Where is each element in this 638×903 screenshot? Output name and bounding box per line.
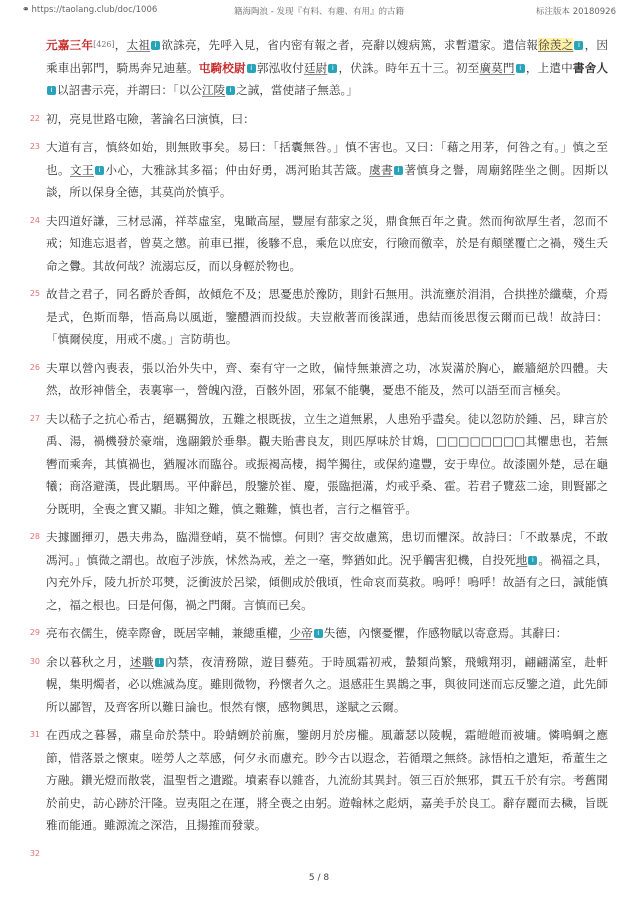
text-segment: 失德，內懷憂懼，作感物賦以寄意焉。其辭曰： <box>323 626 568 640</box>
text-segment: 夫以嵇子之抗心希古，絕羈獨放，五難之根既拔，立生之道無累，人患殆乎盡矣。徒以忽防於鍾、呂，肆言於禹、湯，禍機發於豪端，逸翮鍛於垂舉。觀夫貽書良友，則匹厚味於甘鴆，□□□□□□□□其懼患也，若無轡而乘奔，其慎禍也，猶履冰而臨谷。或振褐高棲，揭竿獨往，或保約違豐，安于卑位。故漆園外楚，忌在龜犧；商洛避漢，畏此駟馬。平仲辭邑，殷鑒於崔、慶，張臨挹滿，灼戒乎桑、霍。若君子覽茲二途，則賢鄙之分既明，全喪之實又顯。非知之難，慎之難難，慎也者，言行之樞管乎。 <box>46 411 608 516</box>
paragraph-number: 27 <box>29 413 40 423</box>
text-segment: 書舍人 <box>572 60 608 75</box>
paragraph <box>46 34 608 102</box>
annotated-term[interactable]: 廣莫門 <box>479 60 515 75</box>
info-icon[interactable]: i <box>155 658 164 667</box>
text-segment: 小心，大雅詠其多福；仲由好勇，馮河貽其苦箴。 <box>104 162 370 177</box>
text-segment: 初，亮見世路屯險，著論名曰演慎，曰： <box>46 111 255 126</box>
info-icon[interactable]: i <box>47 86 56 95</box>
info-icon[interactable]: i <box>151 41 160 50</box>
annotated-term[interactable]: 廷尉 <box>303 60 328 75</box>
annotated-term[interactable]: 述職 <box>129 654 154 669</box>
header-version: 标注版本 20180926 <box>536 7 616 17</box>
annotated-term[interactable]: 江陵 <box>201 83 226 97</box>
text-segment: 故昔之君子，同名爵於香餌，故傾危不及；思憂患於豫防，則針石無用。洪流壅於涓涓，合拱挫於纖蘖，介焉是式，色斯而舉，悟高鳥以風逝，鑒醴酒而投紱。夫豈敝著而後謀通，患結而後思復云爾而已哉！故詩曰：「慎爾侯度，用戒不虞。」言防萌也。 <box>46 287 608 346</box>
text-segment: 屯騎校尉 <box>198 60 246 75</box>
annotated-term[interactable]: 虞書 <box>369 162 394 177</box>
paragraph <box>29 526 608 616</box>
page-number: 5 / 8 <box>308 873 330 883</box>
text-segment: 欲誅亮，先呼入見，省内密有報之者，亮辭以嫂病篤，求暫還家。遣信報 <box>161 38 539 52</box>
paragraph <box>29 357 608 402</box>
text-segment: ， <box>114 38 127 52</box>
paragraph-number: 30 <box>29 656 40 666</box>
info-icon[interactable]: i <box>328 64 337 73</box>
paragraph-number: 32 <box>29 848 40 858</box>
info-icon[interactable]: i <box>314 629 323 638</box>
annotated-term[interactable]: 少帝 <box>289 626 313 640</box>
paragraph-number: 23 <box>29 142 40 151</box>
text-segment: ，上遣中 <box>525 60 573 75</box>
page-header <box>22 5 616 19</box>
paragraph <box>29 622 608 645</box>
text-segment: 大道有言，慎終如始，則無敗事矣。易曰：「括囊無咎。」慎不害也。又曰：「藉之用茅，何咎之有。」慎之至也。 <box>46 140 608 177</box>
document-body <box>29 34 608 871</box>
text-segment: 夫四道好謙，三材忌滿，祥萃虛室，鬼瞰高屋，豐屋有蔀家之災，鼎食無百年之貴。然而徇欲厚生者，忽而不戒；知進忘退者，曾莫之懲。前車已摧，後驂不息，乘危以庶安，行險而徼幸，於是有顛墜覆亡之禍，殘生夭命之釁。其故何哉？流溺忘反，而以身輕於物也。 <box>46 213 608 273</box>
info-icon[interactable]: i <box>516 64 525 73</box>
text-segment: 夫單以營內喪表，張以治外失中，齊、秦有守一之敗，偏恃無兼濟之功，冰炭滿於胸心，巖牆絕於四體。夫然，故形神偕全，表裏寧一，營魄內澄，百骸外固，邪氣不能襲，憂患不能及，然可以語至而言極矣。 <box>46 360 608 397</box>
text-segment: 內禁，夜清務隙，遊目藝苑。于時風霜初戒，蟄類尚繁，飛蛾翔羽，翩翩滿室，赴軒幌，集明燭者，必以燋滅為度。雖則微物，矜懷者久之。退感莊生異鵲之事，與彼同迷而忘反鑒之道，此先師所以鄙智，及齊客所以難日論也。恨然有懷，感物興思，遂賦之云爾。 <box>46 654 608 714</box>
text-segment: 夫據圖揮刃，愚夫弗為，臨淵登峭，莫不惴懔。何則？害交故慮篤，患切而懼深。故詩曰：「不敢暴虎，不敢馮河。」慎微之謂也。故庖子涉族，怵然為戒，差之一毫，弊猶如此。況乎觸害犯機，自投死 <box>46 530 608 567</box>
header-url[interactable]: ⚭ https://taolang.club/doc/1006 <box>22 5 158 15</box>
info-icon[interactable]: i <box>95 166 104 175</box>
annotated-term[interactable]: 文王 <box>69 162 94 177</box>
text-segment: 郭泓收付 <box>256 60 304 75</box>
info-icon[interactable]: i <box>226 86 235 95</box>
link-icon: ⚭ <box>22 5 30 15</box>
text-segment: 亮布衣儒生，僥幸際會，既居宰輔，兼總重權， <box>46 626 290 640</box>
info-icon[interactable]: i <box>574 41 583 50</box>
header-title: 籍海陶浪 - 发现『有料、有趣、有用』的古籍 <box>234 7 404 17</box>
annotated-term[interactable]: 地 <box>515 552 528 567</box>
paragraph <box>29 408 608 521</box>
text-segment: [426] <box>93 40 115 49</box>
paragraph <box>29 843 608 865</box>
text-segment: 。禍福之具，內充外斥，陵九折於邛僰，泛衝波於呂梁，傾側成於俄頃，性命哀而莫救。嗚呼！嗚呼！故語有之曰，誠能慎之，福之根也。曰是何傷，禍之門爾。言慎而已矣。 <box>46 552 608 612</box>
info-icon[interactable]: i <box>247 64 256 73</box>
paragraph <box>29 724 608 837</box>
text-segment: 著慎身之譽，周廟銘陛坐之側。因斯以談，所以保身全德，其莫尚於慎乎。 <box>46 162 608 199</box>
text-segment: 元嘉三年 <box>46 38 94 52</box>
annotated-term[interactable]: 徐羡之 <box>538 38 574 52</box>
text-segment: 以詔書示亮，并謂曰： <box>57 83 173 97</box>
paragraph-number: 28 <box>29 532 40 541</box>
paragraph-number: 25 <box>29 289 40 298</box>
paragraph-number: 26 <box>29 362 40 372</box>
paragraph-number: 31 <box>29 730 40 739</box>
annotated-term[interactable]: 太祖 <box>126 38 151 52</box>
text-segment: ，伏誅。時年五十三。初至 <box>338 60 480 75</box>
text-segment: 余以暮秋之月， <box>46 654 130 669</box>
text-segment: ，因乘車出郭門，騎馬奔兄迪墓。 <box>46 38 608 75</box>
paragraph-number: 29 <box>29 628 40 637</box>
paragraph <box>29 283 608 351</box>
paragraph <box>29 210 608 278</box>
text-segment: 在西成之暮晷，肅皇命於禁中。聆蜻蛚於前廡，鑒朗月於房櫳。風蕭瑟以陵幌，霜皚皚而被墉。憐鳴蜩之應節，惜落景之懷東。嗟勞人之萃感，何夕永而慮充。眇今古以遐念，若循環之無終。詠悟柏之遺矩，希董生之方融。鑽光燈而散裳，温聖哲之遺蹤。墳素春以雜沓，九流紛其異封。領三百於無邪，貫五千於有宗。考舊聞於前史，訪心跡於汗隆。豈夷阻之在運，將全喪之由躬。遊翰林之彪炳，嘉美手於良工。辭存麗而去穢，旨既雅而能通。雖源流之深浩，且揚搉而發蒙。 <box>46 728 608 832</box>
text-segment: 「以公 <box>172 83 202 97</box>
info-icon[interactable]: i <box>528 556 537 565</box>
paragraph <box>29 108 608 131</box>
paragraph-number: 22 <box>29 113 40 123</box>
info-icon[interactable]: i <box>394 166 403 175</box>
text-segment: 之誠，當使諸子無恙。」 <box>236 83 358 97</box>
paragraph <box>29 136 608 204</box>
paragraph-number: 24 <box>29 215 40 225</box>
paragraph <box>29 651 608 719</box>
